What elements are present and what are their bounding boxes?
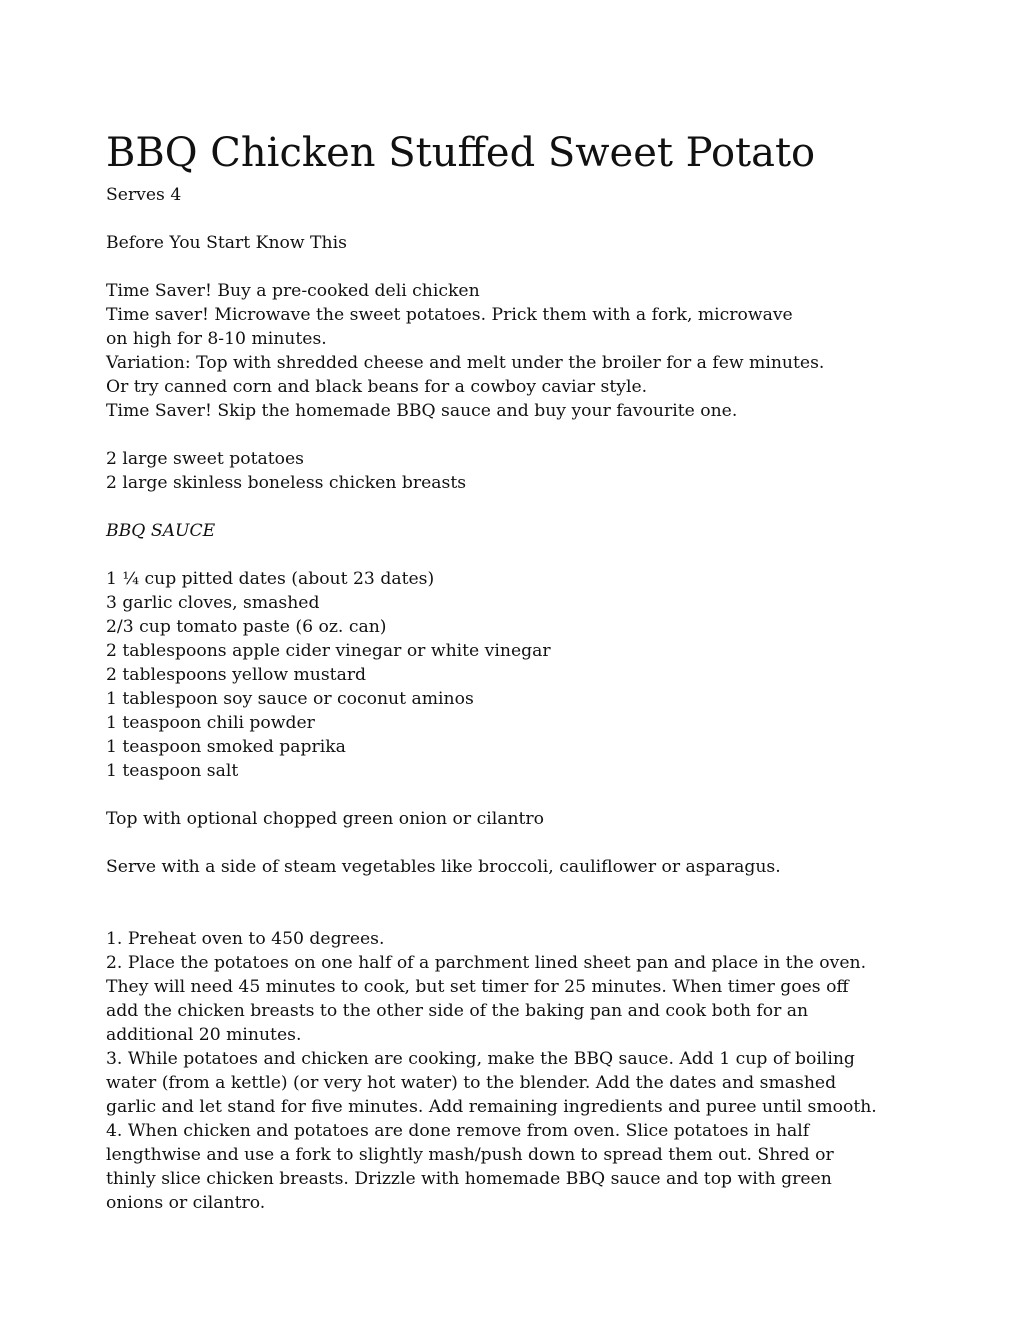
spacer — [106, 543, 986, 567]
step-line: thinly slice chicken breasts. Drizzle with homemade BBQ sauce and top with green — [106, 1169, 832, 1189]
ingredient-line: 2 large sweet potatoes — [106, 449, 304, 469]
recipe-body — [106, 183, 986, 1215]
spacer — [106, 255, 986, 279]
step-line: 4. When chicken and potatoes are done remove from oven. Slice potatoes in half — [106, 1121, 810, 1141]
sauce-ingredient-line: 2 tablespoons yellow mustard — [106, 665, 367, 685]
before-heading: Before You Start Know This — [106, 233, 347, 253]
step-line: 1. Preheat oven to 450 degrees. — [106, 929, 385, 949]
sauce-ingredients-list — [106, 567, 986, 783]
step-line: They will need 45 minutes to cook, but set timer for 25 minutes. When timer goes off — [106, 977, 849, 997]
sauce-heading: BBQ SAUCE — [106, 521, 216, 541]
sauce-ingredient-line: 1 teaspoon salt — [106, 761, 239, 781]
spacer — [106, 207, 986, 231]
sauce-ingredient-line: 3 garlic cloves, smashed — [106, 593, 320, 613]
spacer — [106, 783, 986, 807]
spacer — [106, 879, 986, 903]
spacer — [106, 423, 986, 447]
ingredient-line: 2 large skinless boneless chicken breasts — [106, 473, 467, 493]
recipe-page — [106, 126, 986, 1215]
step-line: water (from a kettle) (or very hot water) to the blender. Add the dates and smashed — [106, 1073, 837, 1093]
spacer — [106, 831, 986, 855]
tip-line: Time saver! Microwave the sweet potatoes. Prick them with a fork, microwave — [106, 305, 793, 325]
step-line: add the chicken breasts to the other side of the baking pan and cook both for an — [106, 1001, 809, 1021]
sauce-ingredient-line: 1 teaspoon smoked paprika — [106, 737, 346, 757]
step-line: onions or cilantro. — [106, 1193, 266, 1213]
tip-line: Or try canned corn and black beans for a cowboy caviar style. — [106, 377, 648, 397]
sauce-ingredient-line: 1 ¼ cup pitted dates (about 23 dates) — [106, 569, 435, 589]
tips-list — [106, 279, 986, 423]
sauce-ingredient-line: 2/3 cup tomato paste (6 oz. can) — [106, 617, 387, 637]
step-line: additional 20 minutes. — [106, 1025, 302, 1045]
sauce-ingredient-line: 1 teaspoon chili powder — [106, 713, 315, 733]
serves-text: Serves 4 — [106, 185, 182, 205]
recipe-title: BBQ Chicken Stuffed Sweet Potato — [106, 130, 816, 176]
tip-line: on high for 8-10 minutes. — [106, 329, 327, 349]
step-line: garlic and let stand for five minutes. Add remaining ingredients and puree until smooth. — [106, 1097, 877, 1117]
tip-line: Variation: Top with shredded cheese and melt under the broiler for a few minutes. — [106, 353, 825, 373]
main-ingredients-list — [106, 447, 986, 495]
step-line: 3. While potatoes and chicken are cooking, make the BBQ sauce. Add 1 cup of boiling — [106, 1049, 855, 1069]
steps-list — [106, 927, 986, 1215]
sauce-ingredient-line: 2 tablespoons apple cider vinegar or white vinegar — [106, 641, 551, 661]
spacer — [106, 495, 986, 519]
step-line: lengthwise and use a fork to slightly mash/push down to spread them out. Shred or — [106, 1145, 834, 1165]
tip-line: Time Saver! Skip the homemade BBQ sauce and buy your favourite one. — [106, 401, 738, 421]
sauce-ingredient-line: 1 tablespoon soy sauce or coconut aminos — [106, 689, 474, 709]
serving-text: Serve with a side of steam vegetables like broccoli, cauliflower or asparagus. — [106, 857, 781, 877]
step-line: 2. Place the potatoes on one half of a parchment lined sheet pan and place in the oven. — [106, 953, 867, 973]
tip-line: Time Saver! Buy a pre-cooked deli chicken — [106, 281, 480, 301]
spacer — [106, 903, 986, 927]
topping-text: Top with optional chopped green onion or cilantro — [106, 809, 544, 829]
